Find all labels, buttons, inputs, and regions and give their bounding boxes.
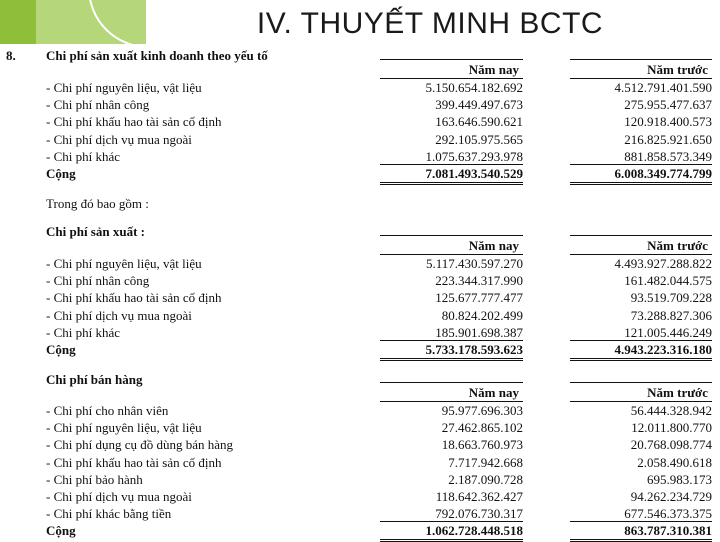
main-total-rule-previous [570, 164, 712, 165]
selling-row-label: - Chi phí cho nhân viên [46, 403, 169, 418]
production-row-previous: 93.519.709.228 [630, 290, 712, 306]
main-row-label: - Chi phí dịch vụ mua ngoài [46, 131, 192, 147]
production-row-current: 125.677.777.477 [435, 290, 523, 306]
production-total-previous: 4.943.223.316.180 [614, 342, 712, 357]
selling-row-current: 27.462.865.102 [441, 420, 523, 436]
selling-total-rule-current [380, 521, 523, 522]
production-header-top-rule-previous [570, 235, 712, 236]
production-row-label: - Chi phí khấu hao tài sản cố định [46, 290, 222, 306]
main-row-previous: 4.512.791.401.590 [614, 80, 712, 95]
slide-title: IV. THUYẾT MINH BCTC [256, 7, 604, 40]
production-row-label: - Chi phí dịch vụ mua ngoài [46, 307, 192, 323]
selling-row-previous: 12.011.800.770 [631, 420, 712, 436]
selling-row-current: 118.642.362.427 [435, 489, 523, 504]
selling-header-rule-current [380, 401, 523, 402]
main-total-double-rule-previous [570, 182, 712, 185]
section-number: 8. [6, 48, 16, 63]
main-row-current: 1.075.637.293.978 [425, 148, 523, 164]
production-total-label: Cộng [46, 342, 76, 357]
main-row-previous: 120.918.400.573 [624, 114, 712, 130]
selling-total-current: 1.062.728.448.518 [425, 523, 523, 539]
main-total-previous: 6.008.349.774.799 [614, 166, 712, 181]
production-col-current: Năm nay [468, 238, 519, 253]
main-header-top-rule-previous [570, 59, 712, 60]
production-row-label: - Chi phí nhân công [46, 273, 150, 289]
selling-header-rule-previous [570, 401, 712, 402]
production-row-current: 5.117.430.597.270 [425, 256, 523, 271]
production-total-rule-current [380, 340, 523, 341]
selling-row-previous: 695.983.173 [647, 471, 712, 487]
selling-row-label: - Chi phí bảo hành [46, 471, 143, 487]
selling-header-top-rule-previous [570, 382, 712, 383]
selling-row-previous: 2.058.490.618 [637, 454, 712, 470]
production-row-label: - Chi phí nguyên liệu, vật liệu [46, 256, 202, 271]
selling-row-label: - Chi phí dụng cụ đồ dùng bán hàng [46, 437, 234, 453]
main-row-current: 163.646.590.621 [435, 114, 523, 130]
selling-total-previous: 863.787.310.381 [624, 523, 712, 539]
production-header-top-rule-current [380, 235, 523, 236]
section-heading: Chi phí sản xuất kinh doanh theo yếu tố [46, 48, 268, 63]
main-row-current: 5.150.654.182.692 [425, 80, 523, 95]
selling-row-label: - Chi phí dịch vụ mua ngoài [46, 489, 192, 504]
selling-header-top-rule-current [380, 382, 523, 383]
production-header-rule-current [380, 254, 523, 255]
production-total-double-rule-current [380, 358, 523, 361]
main-row-label: - Chi phí khác [46, 148, 121, 164]
main-total-rule-current [380, 164, 523, 165]
production-row-previous: 161.482.044.575 [624, 273, 712, 289]
main-header-rule-previous [570, 78, 712, 79]
main-row-current: 292.105.975.565 [435, 131, 523, 147]
selling-row-current: 18.663.760.973 [441, 437, 523, 453]
main-row-current: 399.449.497.673 [435, 97, 523, 113]
production-row-label: - Chi phí khác [46, 324, 121, 340]
selling-total-rule-previous [570, 521, 712, 522]
production-col-previous: Năm trước [647, 238, 708, 253]
selling-row-label: - Chi phí khấu hao tài sản cố định [46, 454, 222, 470]
production-row-current: 223.344.317.990 [435, 273, 523, 289]
production-header-rule-previous [570, 254, 712, 255]
production-row-current: 80.824.202.499 [441, 307, 523, 323]
main-row-label: - Chi phí nguyên liệu, vật liệu [46, 80, 202, 95]
production-row-current: 185.901.698.387 [435, 324, 523, 340]
production-total-rule-previous [570, 340, 712, 341]
main-header-rule-current [380, 78, 523, 79]
main-col-current: Năm nay [468, 62, 519, 77]
main-row-label: - Chi phí nhân công [46, 97, 150, 113]
main-row-previous: 216.825.921.650 [624, 131, 712, 147]
main-row-previous: 275.955.477.637 [624, 97, 712, 113]
selling-row-current: 792.076.730.317 [435, 506, 523, 522]
selling-row-current: 95.977.696.303 [441, 403, 523, 418]
selling-row-previous: 56.444.328.942 [630, 403, 712, 418]
selling-row-previous: 20.768.098.774 [630, 437, 712, 453]
selling-row-label: - Chi phí khác bằng tiền [46, 506, 172, 522]
production-total-double-rule-previous [570, 358, 712, 361]
selling-row-previous: 677.546.373.375 [624, 506, 712, 522]
production-row-previous: 4.493.927.288.822 [614, 256, 712, 271]
main-row-previous: 881.858.573.349 [624, 148, 712, 164]
main-total-double-rule-current [380, 182, 523, 185]
production-heading: Chi phí sản xuất : [46, 224, 145, 239]
selling-total-label: Cộng [46, 523, 76, 539]
main-col-previous: Năm trước [647, 62, 708, 77]
selling-row-current: 2.187.090.728 [448, 471, 523, 487]
selling-row-label: - Chi phí nguyên liệu, vật liệu [46, 420, 202, 436]
selling-row-previous: 94.262.234.729 [630, 489, 712, 504]
production-total-current: 5.733.178.593.623 [425, 342, 523, 357]
production-row-previous: 121.005.446.249 [624, 324, 712, 340]
production-row-previous: 73.288.827.306 [630, 307, 712, 323]
main-row-label: - Chi phí khấu hao tài sản cố định [46, 114, 222, 130]
main-total-label: Cộng [46, 166, 76, 181]
selling-col-current: Năm nay [468, 385, 519, 400]
selling-col-previous: Năm trước [647, 385, 708, 400]
main-total-current: 7.081.493.540.529 [425, 166, 523, 181]
main-header-top-rule-current [380, 59, 523, 60]
selling-row-current: 7.717.942.668 [448, 454, 523, 470]
selling-heading: Chi phí bán hàng [46, 372, 143, 387]
included-label: Trong đó bao gồm : [46, 196, 149, 211]
